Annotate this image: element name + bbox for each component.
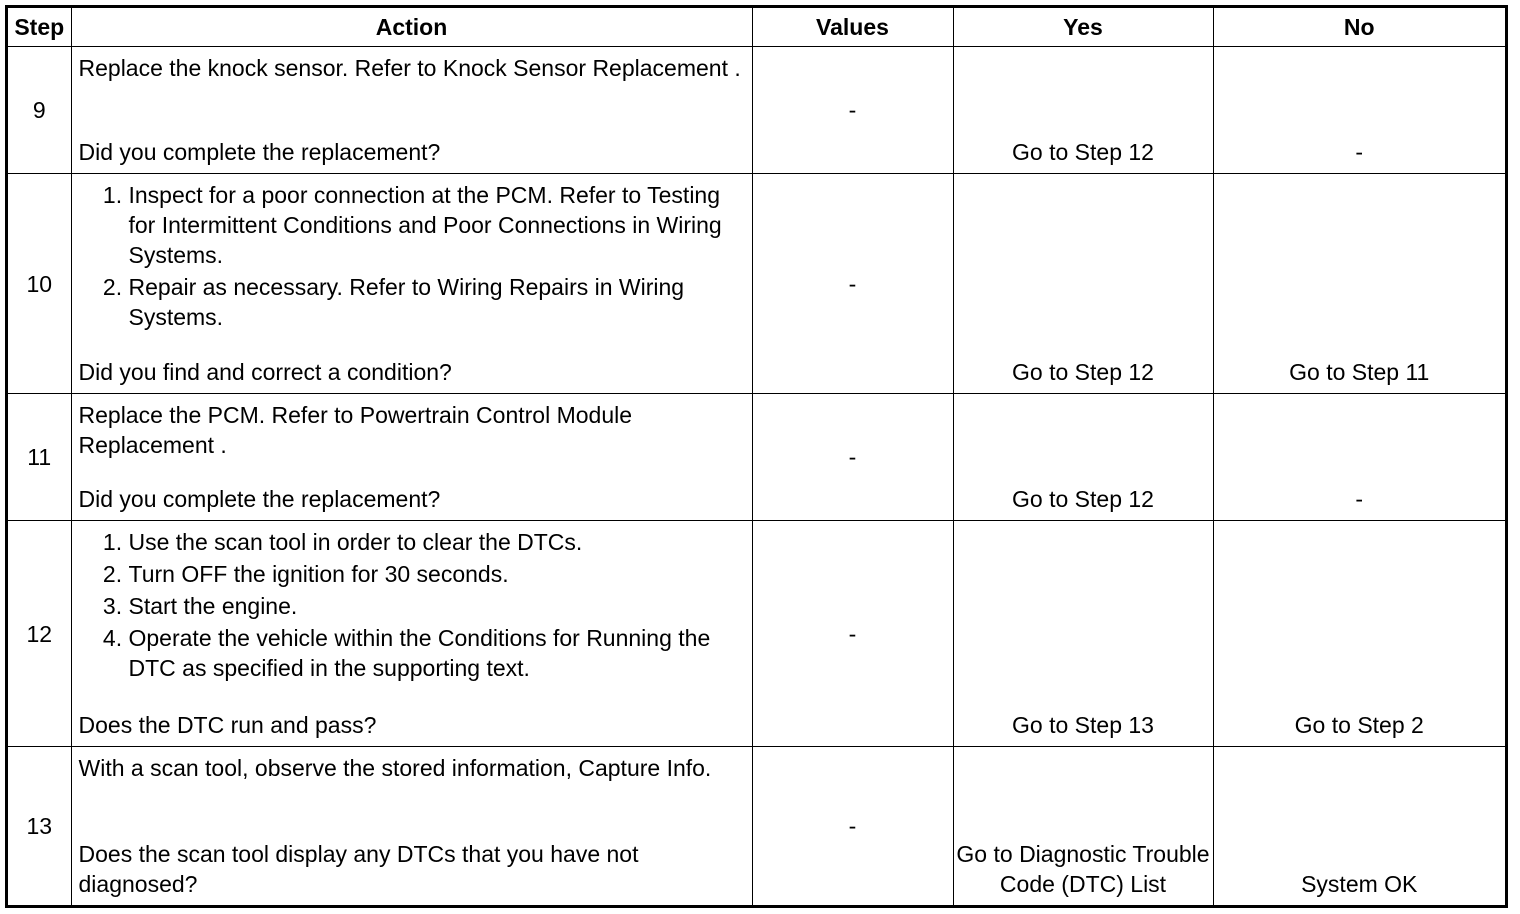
action-instruction: Replace the PCM. Refer to Powertrain Control Module Replacement . bbox=[78, 402, 633, 459]
values-cell: - bbox=[752, 174, 953, 394]
action-question: Did you complete the replacement? bbox=[78, 139, 441, 166]
no-cell: - bbox=[1213, 47, 1505, 174]
action-step-item: 2. Repair as necessary. Refer to Wiring Repairs in Wiring Systems. bbox=[129, 272, 742, 332]
table-row bbox=[8, 747, 1505, 905]
action-question: Does the scan tool display any DTCs that you have not diagnosed? bbox=[78, 841, 639, 897]
yes-cell: Go to Step 12 bbox=[953, 47, 1213, 174]
action-step-item: 4. Operate the vehicle within the Conditions for Running the DTC as specified in the supporting text. bbox=[129, 623, 742, 683]
diagnostic-table-frame bbox=[5, 5, 1508, 908]
yes-cell: Go to Step 12 bbox=[953, 394, 1213, 521]
action-step-item: 2. Turn OFF the ignition for 30 seconds. bbox=[129, 559, 742, 589]
header-row bbox=[8, 8, 1505, 47]
no-cell: Go to Step 2 bbox=[1213, 521, 1505, 747]
header-values: Values bbox=[752, 8, 953, 47]
header-step: Step bbox=[8, 8, 71, 47]
table-row bbox=[8, 521, 1505, 747]
values-cell: - bbox=[752, 521, 953, 747]
action-cell bbox=[71, 521, 752, 747]
diagnostic-table bbox=[8, 8, 1505, 905]
step-number: 12 bbox=[8, 521, 71, 747]
action-cell bbox=[71, 747, 752, 905]
values-cell: - bbox=[752, 47, 953, 174]
header-yes: Yes bbox=[953, 8, 1213, 47]
header-no: No bbox=[1213, 8, 1505, 47]
step-number: 9 bbox=[8, 47, 71, 174]
action-step-item: 1. Use the scan tool in order to clear the DTCs. bbox=[129, 527, 742, 557]
table-row bbox=[8, 174, 1505, 394]
action-question: Did you find and correct a condition? bbox=[78, 359, 452, 386]
action-steps-list bbox=[79, 180, 742, 334]
no-cell: Go to Step 11 bbox=[1213, 174, 1505, 394]
step-number: 11 bbox=[8, 394, 71, 521]
yes-cell: Go to Step 13 bbox=[953, 521, 1213, 747]
step-number: 10 bbox=[8, 174, 71, 394]
action-instruction: Replace the knock sensor. Refer to Knock Sensor Replacement . bbox=[78, 55, 741, 81]
values-cell: - bbox=[752, 394, 953, 521]
table-row bbox=[8, 47, 1505, 174]
yes-cell: Go to Diagnostic Trouble Code (DTC) List bbox=[953, 747, 1213, 905]
action-instruction: With a scan tool, observe the stored information, Capture Info. bbox=[78, 755, 712, 782]
action-question: Did you complete the replacement? bbox=[78, 486, 441, 513]
action-question: Does the DTC run and pass? bbox=[78, 712, 377, 739]
action-cell bbox=[71, 394, 752, 521]
yes-cell: Go to Step 12 bbox=[953, 174, 1213, 394]
action-step-item: 1. Inspect for a poor connection at the PCM. Refer to Testing for Intermittent Conditions and Poor Connections in Wiring Systems. bbox=[129, 180, 742, 270]
action-step-item: 3. Start the engine. bbox=[129, 591, 742, 621]
action-cell bbox=[71, 47, 752, 174]
action-steps-list bbox=[79, 527, 742, 685]
header-action: Action bbox=[71, 8, 752, 47]
no-cell: System OK bbox=[1213, 747, 1505, 905]
action-cell bbox=[71, 174, 752, 394]
no-cell: - bbox=[1213, 394, 1505, 521]
table-row bbox=[8, 394, 1505, 521]
values-cell: - bbox=[752, 747, 953, 905]
step-number: 13 bbox=[8, 747, 71, 905]
